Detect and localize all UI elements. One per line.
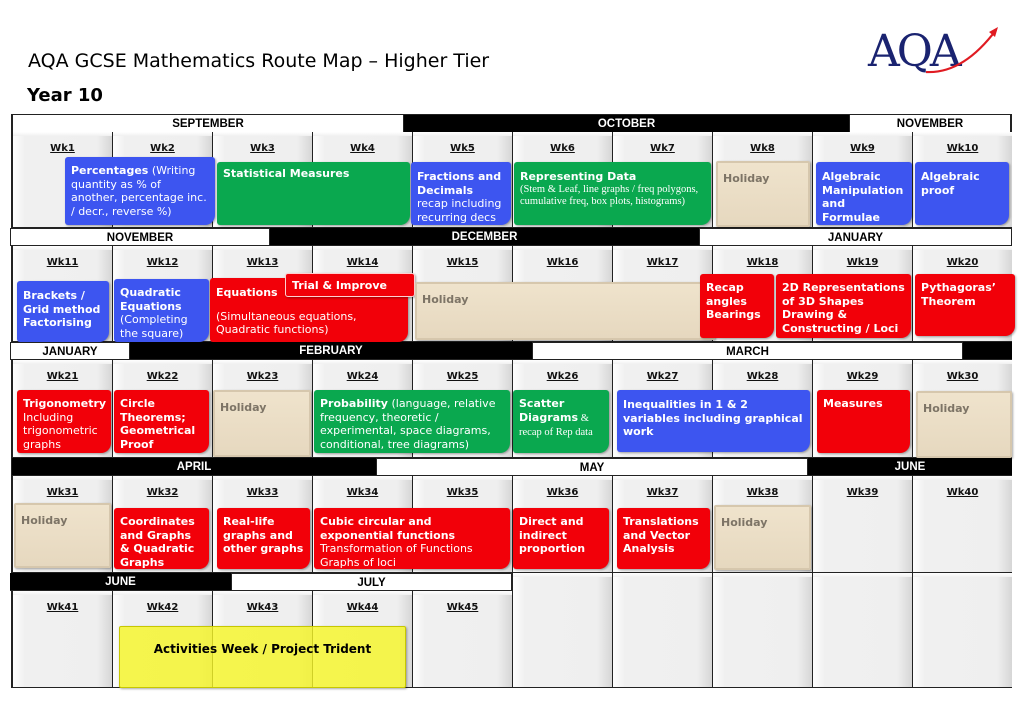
empty-cell [812, 573, 912, 688]
topic-title: Cubic circular and exponential functions [320, 515, 456, 542]
week-label: Wk25 [446, 371, 479, 382]
topic-measures[interactable] [817, 390, 910, 453]
week-label: Wk16 [546, 257, 579, 268]
holiday-block[interactable]: Holiday [14, 503, 111, 568]
week-label: Wk23 [246, 371, 279, 382]
holiday-block[interactable]: Holiday [714, 505, 811, 570]
week-label: Wk8 [750, 143, 775, 154]
topic-title: Direct and indirect proportion [519, 515, 586, 555]
week-label: Wk21 [46, 371, 79, 382]
week-label: Wk35 [446, 487, 479, 498]
week-label: Wk9 [850, 143, 875, 154]
topic-title: Trial & Improve [292, 279, 387, 292]
week-label: Wk30 [946, 371, 979, 382]
topic-title: Circle Theorems; Geometrical Proof [120, 397, 196, 451]
empty-cell [512, 573, 612, 688]
topic-activities-week[interactable]: Activities Week / Project Trident [119, 626, 406, 688]
logo-text: AQA [868, 26, 959, 77]
week-label: Wk34 [346, 487, 379, 498]
topic-title: Fractions and Decimals [417, 170, 502, 197]
topic-direct-indirect-proportion[interactable] [513, 508, 609, 569]
holiday-block[interactable]: Holiday [916, 391, 1012, 458]
week-label: Wk6 [550, 143, 575, 154]
month-june: JUNE [10, 573, 231, 591]
week-label: Wk3 [250, 143, 275, 154]
topic-title: Translations and Vector Analysis [623, 515, 699, 555]
month-may: MAY [376, 458, 808, 476]
topic-title: Pythagoras’ Theorem [921, 281, 996, 308]
week-label: Wk33 [246, 487, 279, 498]
holiday-block[interactable]: Holiday [213, 390, 311, 457]
week-label: Wk26 [546, 371, 579, 382]
topic-title: Coordinates and Graphs & Quadratic Graphs [120, 515, 195, 569]
week-cell [812, 476, 912, 573]
week-label: Wk42 [146, 602, 179, 613]
week-label: Wk37 [646, 487, 679, 498]
topic-title: Inequalities in 1 & 2 variables including graphical work [623, 398, 803, 438]
topic-detail: (Completing the square) [120, 313, 188, 340]
month-february: FEBRUARY [130, 342, 532, 360]
topic-coordinates-graphs[interactable] [114, 508, 209, 569]
topic-title: 2D Representations of 3D Shapes Drawing & Constructing / Loci [782, 281, 905, 335]
topic-detail: Transformation of Functions Graphs of loci [320, 542, 473, 569]
topic-title: Algebraic proof [921, 170, 980, 197]
month-june: JUNE [808, 458, 1012, 476]
week-label: Wk36 [546, 487, 579, 498]
topic-detail: Including trigonometric graphs [23, 410, 98, 451]
week-label: Wk24 [346, 371, 379, 382]
month-march: MARCH [532, 342, 963, 360]
week-label: Wk7 [650, 143, 675, 154]
topic-title: Probability [320, 397, 388, 410]
week-label: Wk4 [350, 143, 375, 154]
topic-detail: recap including recurring decs [417, 197, 502, 224]
month-april: APRIL [12, 458, 376, 476]
week-label: Wk32 [146, 487, 179, 498]
month-december: DECEMBER [270, 228, 699, 246]
topic-recap-angles[interactable] [700, 274, 774, 338]
topic-quadratic-equations[interactable] [114, 279, 209, 342]
week-label: Wk19 [846, 257, 879, 268]
topic-trial-improve[interactable] [285, 273, 415, 297]
week-label: Wk44 [346, 602, 379, 613]
week-cell [412, 591, 512, 688]
week-label: Wk22 [146, 371, 179, 382]
week-label: Wk15 [446, 257, 479, 268]
topic-cubic-functions[interactable] [314, 508, 510, 569]
topic-inequalities[interactable] [617, 390, 810, 452]
topic-algebraic-proof[interactable] [915, 162, 1009, 225]
holiday-block[interactable]: Holiday [415, 282, 715, 340]
page-title: AQA GCSE Mathematics Route Map – Higher Tier [28, 50, 490, 72]
topic-pythagoras[interactable] [915, 274, 1015, 336]
week-label: Wk40 [946, 487, 979, 498]
week-label: Wk18 [746, 257, 779, 268]
week-label: Wk17 [646, 257, 679, 268]
year-heading: Year 10 [27, 85, 103, 106]
topic-title: Representing Data [520, 170, 637, 183]
topic-title: Statistical Measures [223, 167, 350, 180]
topic-detail: (Writing quantity as % of another, percentage inc. / decr., reverse %) [71, 164, 207, 218]
route-map-grid [11, 114, 1012, 688]
week-label: Wk12 [146, 257, 179, 268]
topic-title: Recap angles Bearings [706, 281, 761, 321]
month-april-start [963, 342, 1012, 360]
topic-translations-vectors[interactable] [617, 508, 710, 569]
topic-circle-theorems[interactable] [114, 390, 209, 453]
holiday-block[interactable]: Holiday [716, 161, 810, 227]
topic-detail: (Simultaneous equations, Quadratic functions) [216, 309, 357, 336]
week-label: Wk29 [846, 371, 879, 382]
topic-title: Quadratic Equations [120, 286, 182, 313]
week-cell [12, 591, 112, 688]
month-september: SEPTEMBER [12, 115, 404, 133]
empty-cell [712, 573, 812, 688]
topic-scatter-diagrams[interactable] [513, 390, 609, 453]
week-label: Wk2 [150, 143, 175, 154]
topic-algebraic-manipulation[interactable] [816, 162, 912, 225]
month-january: JANUARY [10, 342, 130, 360]
week-label: Wk41 [46, 602, 79, 613]
week-label: Wk10 [946, 143, 979, 154]
week-label: Wk39 [846, 487, 879, 498]
week-label: Wk1 [50, 143, 75, 154]
topic-title: Algebraic Manipulation and Formulae [822, 170, 904, 224]
month-november: NOVEMBER [10, 228, 270, 246]
week-label: Wk5 [450, 143, 475, 154]
empty-cell [912, 573, 1012, 688]
topic-2d-representations[interactable] [776, 274, 911, 338]
month-july: JULY [231, 573, 512, 591]
week-cell [912, 476, 1012, 573]
week-label: Wk43 [246, 602, 279, 613]
topic-representing-data[interactable] [514, 162, 711, 225]
topic-probability[interactable] [314, 390, 510, 453]
topic-title: Trigonometry [23, 397, 107, 410]
swoosh-arrow-icon [868, 22, 1003, 82]
week-label: Wk38 [746, 487, 779, 498]
topic-title: Equations [216, 286, 278, 299]
topic-title: Brackets / Grid method Factorising [23, 289, 101, 329]
week-label: Wk31 [46, 487, 79, 498]
topic-fractions-decimals[interactable] [411, 162, 511, 225]
week-label: Wk20 [946, 257, 979, 268]
topic-detail: & recap of Rep data [519, 412, 593, 438]
topic-statistical-measures[interactable] [217, 162, 410, 225]
week-label: Wk14 [346, 257, 379, 268]
topic-title: Percentages [71, 164, 149, 177]
empty-cell [612, 573, 712, 688]
aqa-logo [868, 22, 1003, 82]
week-label: Wk28 [746, 371, 779, 382]
month-october: OCTOBER [404, 115, 849, 133]
month-november: NOVEMBER [849, 115, 1011, 133]
topic-real-life-graphs[interactable] [217, 508, 310, 569]
week-label: Wk13 [246, 257, 279, 268]
topic-detail: (language, relative frequency, theoretic / experimental, space diagrams, conditional, tree diagrams) [320, 397, 496, 451]
topic-title: Scatter Diagrams [519, 397, 579, 424]
topic-detail: (Stem & Leaf, line graphs / freq polygons, cumulative freq, box plots, histograms) [520, 183, 699, 207]
week-label: Wk11 [46, 257, 79, 268]
topic-percentages[interactable] [65, 157, 215, 225]
topic-brackets[interactable] [17, 281, 109, 342]
topic-trigonometry[interactable] [17, 390, 111, 453]
month-january: JANUARY [699, 228, 1012, 246]
week-label: Wk27 [646, 371, 679, 382]
topic-title: Measures [823, 397, 883, 410]
topic-title: Real-life graphs and other graphs [223, 515, 304, 555]
week-label: Wk45 [446, 602, 479, 613]
